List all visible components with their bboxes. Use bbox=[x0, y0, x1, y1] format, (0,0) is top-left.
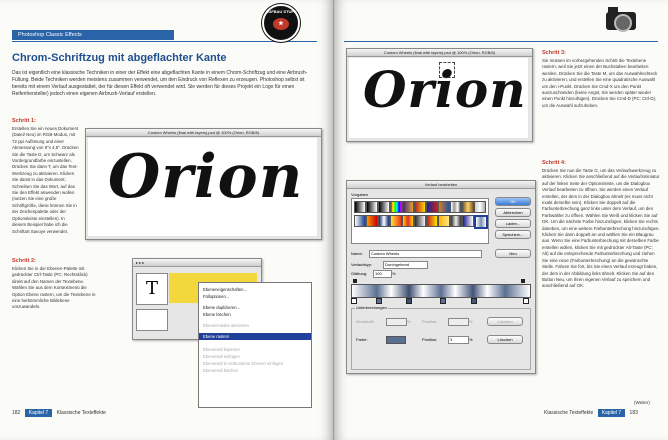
load-button[interactable]: Laden... bbox=[495, 219, 531, 228]
menu-item-clear-style[interactable]: Ebenenstil löschen bbox=[203, 368, 239, 373]
smoothness-input[interactable]: 100 bbox=[373, 270, 392, 278]
dialog-title: Verlauf bearbeiten bbox=[347, 181, 535, 189]
opacity-position-unit: % bbox=[469, 319, 473, 324]
stops-label: Unterbrechungen bbox=[356, 305, 387, 310]
continued-note: (Weiter) bbox=[634, 400, 650, 405]
gradient-name-input[interactable]: Custom Wheels bbox=[369, 250, 482, 258]
step3-title: Schritt 3: bbox=[542, 50, 566, 56]
opacity-unit: % bbox=[407, 319, 411, 324]
orion-lettering: Orion bbox=[108, 142, 304, 212]
type-label: Verlaufstyp: bbox=[351, 262, 372, 267]
new-button[interactable]: Neu bbox=[495, 249, 531, 258]
page-title: Chrom-Schriftzug mit abgeflachter Kante bbox=[12, 52, 227, 64]
step4-text: Drücken Sie nun die Taste G, um das Verlaufswerkzeug zu aktivieren. Klicken Sie anschließend auf die Verlaufsminiatur auf der linken Seite der Optionsleiste, um die Dialogbox Verlauf bearbeiten zu öffnen. Sie werden einen Verlauf erstellen, der dem in der Dialogbox ähnelt (es muss nicht exakt derselbe sein). Klicken Sie doppelt auf die Farbunterbrechung ganz links unter dem Verlauf, um den Farbwähler zu öffnen. Wählen Sie Weiß und klicken Sie auf OK. Um die nächste Farbe hinzuzufügen, klicken Sie rechts daneben, um eine weitere Farbunterbrechung hinzuzufügen. Klicken Sie dann doppelt an und wählen Sie ein Blaugrau aus. Wenn Sie eine Farbunterbrechung mit derselben Farbe erstellen wollen, klicken Sie mit gedrückter Alt-Taste (PC: Alt) auf die entsprechende Farbunterbrechung und ziehen Sie eine neue (Farbunterbrechung) an die gewünschte Stelle. Fahren Sie fort, bis Sie einen Verlauf erzeugt haben, der dem in der Abbildung links ähnelt. Klicken Sie auf den Button Neu, um Ihren eigenen Verlauf zu speichern und anschließend auf OK. bbox=[542, 168, 660, 289]
ok-button[interactable]: OK bbox=[495, 197, 531, 206]
intro-text: Das ist eigentlich eine klassische Techniken in einer der Effekt eine abgeflachten Kante in einem Chrom-Schriftzug und eine Airbrush-Füllung. Beide Techniken werden meistens zusammen verwendet, um den Eindruck von Reflexen zu erzeugen. Photoshop selbst ist bereits mit einem Verlauf ausgestattet, der für diesen Effekt oft verwendet wird. Sie werden für dieses Projekt ein Logo für einen Reifenhersteller) jedoch einen eigenen Airbrush-Verlauf erstellen. bbox=[12, 70, 308, 97]
footer-left bbox=[12, 410, 106, 416]
color-stops-row[interactable] bbox=[351, 298, 529, 303]
marquee-selection bbox=[439, 62, 455, 78]
step3-text: Sie müssen im vorhergehenden Schritt die Textebene rastern, weil Sie jetzt einen der Buchstaben bearbeiten werden. Drücken Sie die Taste M, um das Auswahlrechteck zu aktivieren, und erstellen Sie eine quadratische Auswahl um den i-Punkt. Drücken Sie Cmd-X um den Punkt auszuschneiden (keine Angst, Sie werden später wieder einen Punkt hinzufügen). Drücken Sie Cmd-D (PC: Ctrl-D), um die Auswahl aufzuheben. bbox=[542, 58, 658, 108]
cancel-button[interactable]: Abbrechen bbox=[495, 208, 531, 217]
gradient-editor-dialog bbox=[346, 180, 536, 374]
opacity-input[interactable] bbox=[386, 318, 407, 326]
stops-group bbox=[351, 305, 531, 370]
right-page bbox=[334, 0, 668, 440]
palette-tabs: ▸ ▸ ▸ bbox=[133, 259, 261, 267]
level-badge-icon bbox=[262, 4, 300, 42]
step1-title: Schritt 1: bbox=[12, 118, 36, 124]
opacity-position-input[interactable] bbox=[448, 318, 469, 326]
section-tag: Photoshop Classic Effects bbox=[12, 30, 174, 40]
presets-label: Vorgaben bbox=[351, 192, 369, 197]
gradient-type-select[interactable]: Durchgehend bbox=[383, 261, 428, 269]
color-delete-button[interactable]: Löschen bbox=[487, 335, 523, 344]
menu-item-enable-mask[interactable]: Ebenenmaske aktivieren bbox=[203, 323, 249, 328]
menu-item-copy-style[interactable]: Ebenenstil kopieren bbox=[203, 347, 240, 352]
color-position-unit: % bbox=[469, 337, 473, 342]
menu-item-layer-properties[interactable]: Ebeneneigenschaften... bbox=[203, 287, 248, 292]
smooth-label: Glättung: bbox=[351, 271, 368, 276]
menu-item-delete-layer[interactable]: Ebene löschen bbox=[203, 312, 231, 317]
step2-title: Schritt 2: bbox=[12, 258, 36, 264]
document-window-2 bbox=[346, 48, 533, 142]
window-title-2: Custom Wheels (final with layers).psd @ 100% (Orion, RGB/8) bbox=[347, 49, 532, 57]
layer-context-menu bbox=[198, 282, 312, 408]
text-layer-thumbnail[interactable]: T bbox=[136, 273, 168, 305]
page-number: 182 bbox=[12, 410, 21, 416]
step4-title: Schritt 4: bbox=[542, 160, 566, 166]
orion-lettering-2: Orion bbox=[363, 60, 527, 119]
menu-item-blending-options[interactable]: Fülloptionen... bbox=[203, 294, 230, 299]
left-page bbox=[0, 0, 333, 440]
color-position-input[interactable]: 3 bbox=[448, 336, 469, 344]
document-canvas bbox=[88, 138, 317, 236]
chapter-tag: Kapitel 7 bbox=[25, 409, 52, 417]
header-rule bbox=[12, 41, 317, 42]
chapter-title-right: Klassische Texteffekte bbox=[544, 410, 594, 416]
opacity-position-label: Position: bbox=[422, 319, 438, 324]
name-label: Name: bbox=[351, 251, 363, 256]
menu-item-paste-style[interactable]: Ebenenstil einfügen bbox=[203, 354, 240, 359]
smooth-unit: % bbox=[392, 271, 396, 276]
document-window-1 bbox=[85, 128, 322, 240]
footer-right bbox=[544, 410, 638, 416]
color-label: Farbe: bbox=[356, 337, 368, 342]
step1-text: Erstellen Sie ein neues Dokument (Datei/ Neu) im RGB-Modus, mit 72 ppi Auflösung und einer Abmessung von 9"x 4,5". Drücken Sie die Taste D, um Schwarz als Vordergrundfarbe einzustellen. Drücken Sie dann T, um das Text-Werkzeug zu aktivieren. Klicken Sie damit in das Dokument; Schreiben Sie das Wort, auf das Sie den Effekt anwenden wollen (nutzen Sie eine große Schriftgröße, diese können Sie in der Zeichenpalette oder der Optionsleiste einstellen). In diesem Beispiel habe ich die Schriftart Savoye verwendet. bbox=[12, 126, 79, 234]
page-number-right: 183 bbox=[629, 410, 638, 416]
save-button[interactable]: Speichern... bbox=[495, 230, 531, 239]
background-layer-thumbnail[interactable] bbox=[136, 309, 168, 331]
step2-text: Klicken Sie in der Ebenen-Palette mit gedrückter Ctrl-Taste (PC: Rechtsklick) direkt auf den Namen der Textebene. Wählen Sie aus dem Kontextmenü die Option Ebene rastern, um die Textebene in eine herkömmliche Bildebene umzuwandeln. bbox=[12, 266, 96, 310]
opacity-delete-button[interactable]: Löschen bbox=[487, 317, 523, 326]
menu-item-duplicate-layer[interactable]: Ebene duplizieren... bbox=[203, 305, 241, 310]
presets-grid[interactable] bbox=[351, 198, 489, 244]
level-badge-label: AUFBAU STUFE bbox=[265, 9, 297, 14]
badge-number-icon: ★ bbox=[273, 18, 289, 30]
document-canvas-2 bbox=[349, 58, 528, 138]
chapter-title: Klassische Texteffekte bbox=[56, 410, 106, 416]
header-rule-right bbox=[344, 41, 658, 42]
opacity-stops-row[interactable] bbox=[351, 279, 529, 283]
chapter-tag-right: Kapitel 7 bbox=[598, 409, 625, 417]
menu-item-rasterize-layer[interactable]: Ebene rastern bbox=[199, 333, 311, 340]
opacity-label: Deckkraft: bbox=[356, 319, 375, 324]
window-title: Custom Wheels (final with layers).psd @ 100% (Orion, RGB/8) bbox=[86, 129, 321, 137]
color-position-label: Position: bbox=[422, 337, 438, 342]
stop-color-swatch[interactable] bbox=[386, 336, 406, 344]
menu-item-paste-style-linked[interactable]: Ebenenstil in verbundene Ebenen einfügen bbox=[203, 361, 284, 366]
gradient-preview-bar[interactable] bbox=[351, 284, 531, 298]
camera-icon bbox=[604, 4, 638, 32]
